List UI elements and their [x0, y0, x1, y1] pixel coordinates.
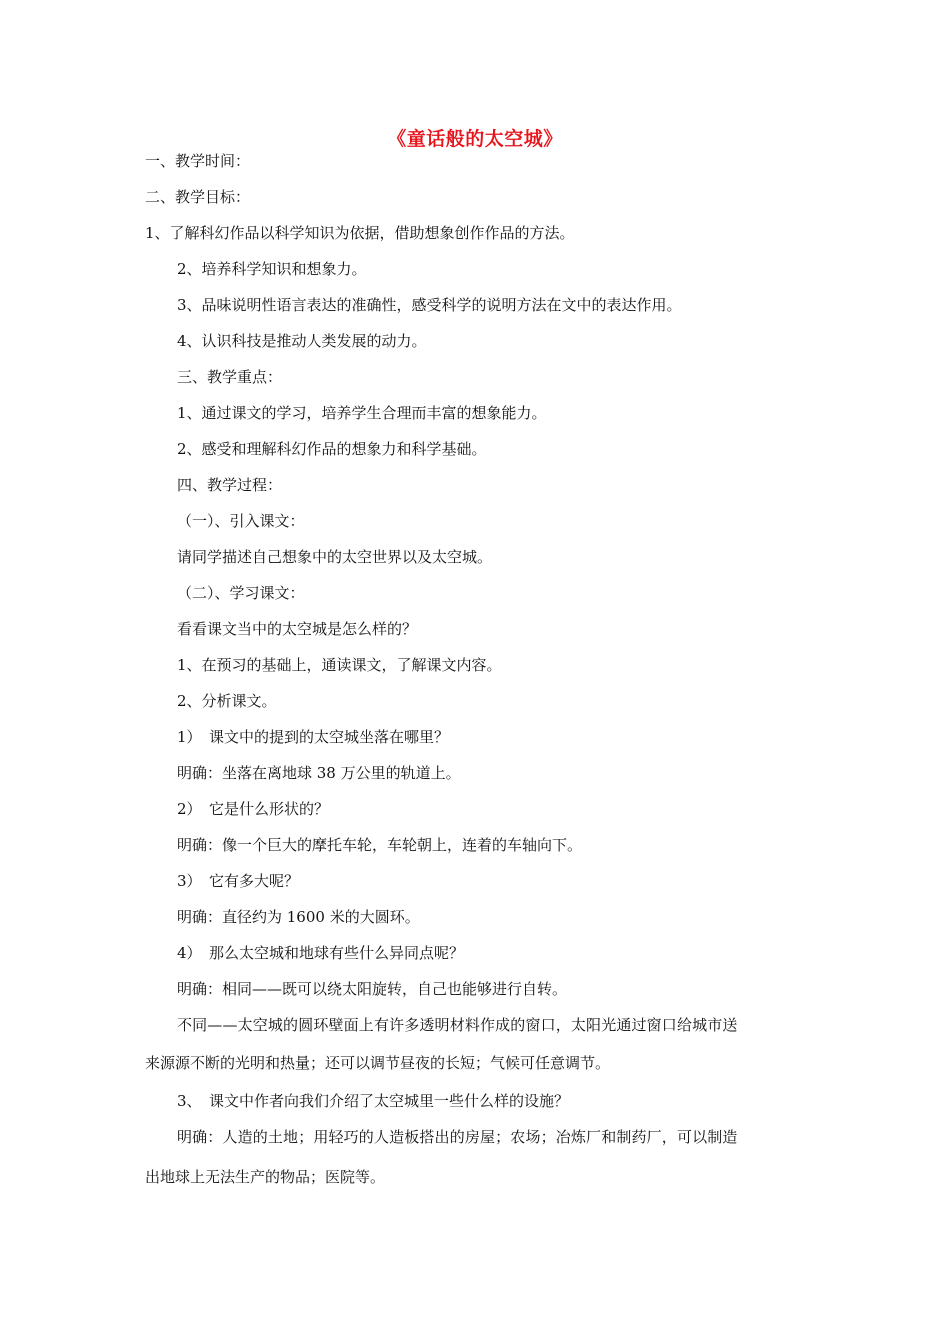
question-4: 4） 那么太空城和地球有些什么异同点呢？ — [177, 944, 465, 962]
question-2: 2） 它是什么形状的？ — [177, 800, 330, 818]
goal-item-3: 3、品味说明性语言表达的准确性，感受科学的说明方法在文中的表达作用。 — [177, 296, 682, 314]
heading-teaching-goals: 二、教学目标： — [145, 188, 251, 206]
answer-facilities-line-2: 出地球上无法生产的物品；医院等。 — [145, 1168, 386, 1186]
answer-4-same: 明确：相同——既可以绕太阳旋转，自己也能够进行自转。 — [177, 980, 568, 998]
answer-facilities-line-1: 明确：人造的土地；用轻巧的人造板搭出的房屋；农场；冶炼厂和制药厂，可以制造 — [177, 1128, 738, 1146]
process-step-2-question: 看看课文当中的太空城是怎么样的？ — [177, 620, 418, 638]
answer-3: 明确：直径约为 1600 米的大圆环。 — [177, 908, 420, 926]
process-step-1-heading: （一）、引入课文： — [177, 512, 305, 530]
answer-4-different-line-2: 来源源不断的光明和热量；还可以调节昼夜的长短；气候可任意调节。 — [145, 1054, 611, 1072]
heading-teaching-time: 一、教学时间： — [145, 152, 251, 170]
answer-1: 明确：坐落在离地球 38 万公里的轨道上。 — [177, 764, 461, 782]
question-facilities: 3、 课文中作者向我们介绍了太空城里一些什么样的设施？ — [177, 1092, 570, 1110]
goal-item-2: 2、培养科学知识和想象力。 — [177, 260, 367, 278]
heading-teaching-process: 四、教学过程： — [177, 476, 283, 494]
answer-4-different-line-1: 不同——太空城的圆环壁面上有许多透明材料作成的窗口，太阳光通过窗口给城市送 — [177, 1016, 738, 1034]
goal-item-1: 1、了解科幻作品以科学知识为依据，借助想象创作作品的方法。 — [145, 224, 575, 242]
study-item-1: 1、在预习的基础上，通读课文，了解课文内容。 — [177, 656, 502, 674]
key-point-1: 1、通过课文的学习，培养学生合理而丰富的想象能力。 — [177, 404, 547, 422]
key-point-2: 2、感受和理解科幻作品的想象力和科学基础。 — [177, 440, 487, 458]
goal-item-4: 4、认识科技是推动人类发展的动力。 — [177, 332, 427, 350]
answer-2: 明确：像一个巨大的摩托车轮，车轮朝上，连着的车轴向下。 — [177, 836, 583, 854]
process-step-2-heading: （二）、学习课文： — [177, 584, 305, 602]
question-1: 1） 课文中的提到的太空城坐落在哪里？ — [177, 728, 450, 746]
heading-key-points: 三、教学重点： — [177, 368, 283, 386]
document-title: 《童话般的太空城》 — [387, 128, 563, 150]
question-3: 3） 它有多大呢？ — [177, 872, 300, 890]
study-item-2: 2、分析课文。 — [177, 692, 277, 710]
process-step-1-text: 请同学描述自己想象中的太空世界以及太空城。 — [177, 548, 493, 566]
